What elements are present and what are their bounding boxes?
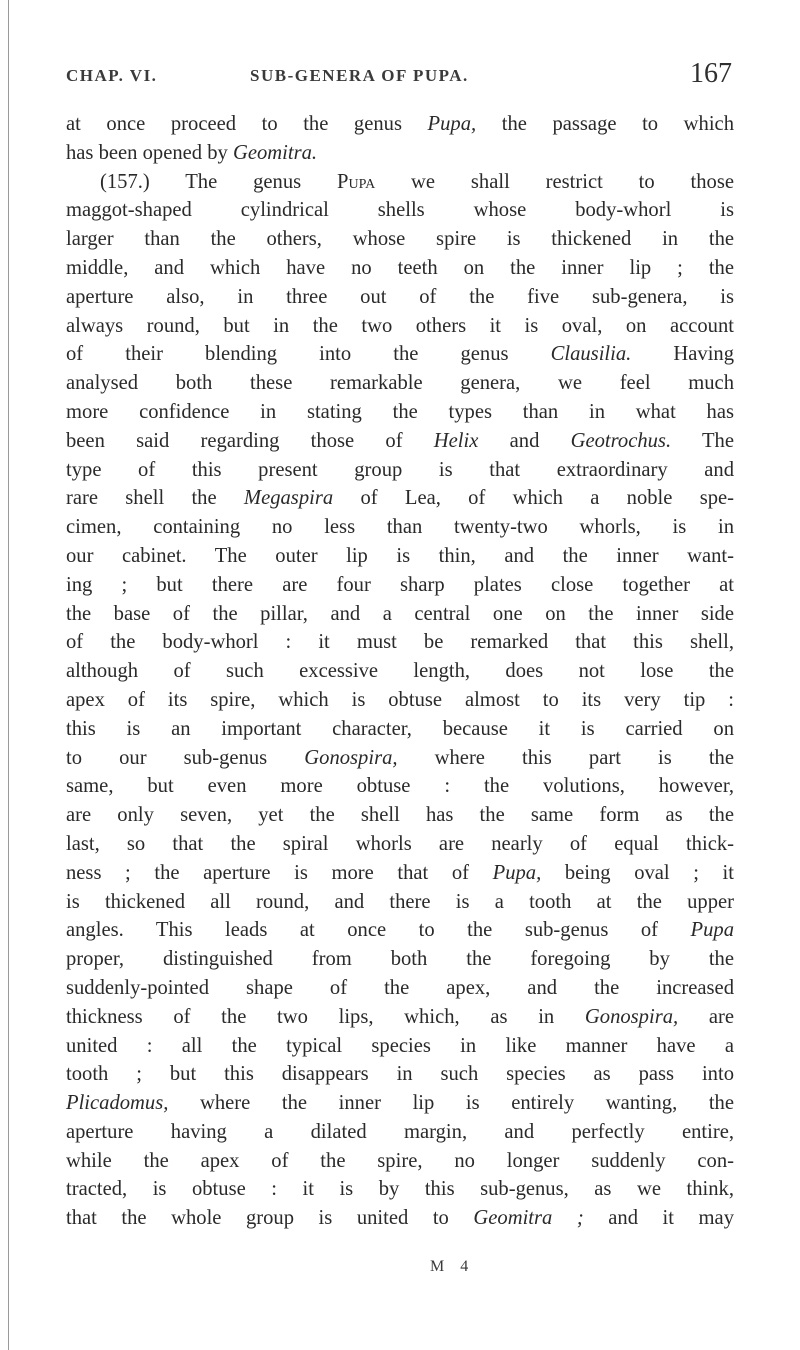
text-segment: Gonospira, — [584, 1005, 679, 1028]
text-line — [66, 225, 734, 254]
text-line — [66, 340, 734, 369]
page-number: 167 — [690, 58, 732, 89]
text-line — [66, 196, 734, 225]
text-line — [66, 427, 734, 456]
text-segment: has been opened by — [66, 141, 233, 164]
text-segment: analysed both these remarkable genera, we feel much — [66, 372, 734, 395]
text-segment: united : all the typical species in like manner have a — [66, 1034, 734, 1057]
text-segment: are — [678, 1005, 734, 1028]
text-line — [66, 1003, 734, 1032]
text-segment: Pupa — [690, 919, 734, 942]
text-segment: rare shell the — [66, 487, 244, 510]
text-line — [66, 600, 734, 629]
text-line — [66, 398, 734, 427]
text-segment: the base of the pillar, and a central one on the inner side — [66, 602, 734, 625]
text-segment: Gonospira, — [304, 746, 398, 769]
text-segment: angles. This leads at once to the sub-genus of — [66, 919, 691, 942]
text-segment: ness ; the aperture is more that of — [66, 861, 493, 884]
text-segment: aperture having a dilated margin, and perfectly entire, — [66, 1120, 734, 1143]
text-segment: Plicadomus, — [66, 1092, 169, 1115]
text-line — [66, 1204, 734, 1233]
text-line — [66, 744, 734, 773]
text-segment: where the inner lip is entirely wanting, the — [168, 1092, 734, 1115]
text-segment: and it may — [583, 1207, 734, 1230]
text-segment: middle, and which have no teeth on the inner lip ; the — [66, 256, 734, 279]
text-segment: more confidence in stating the types than in what has — [66, 400, 734, 423]
text-segment: maggot-shaped cylindrical shells whose body-whorl is — [66, 199, 734, 222]
text-segment: Megaspira — [243, 487, 334, 510]
text-line — [66, 1089, 734, 1118]
text-line — [66, 139, 734, 168]
text-segment: Having — [631, 343, 735, 366]
text-segment: thickness of the two lips, which, as in — [66, 1005, 585, 1028]
text-segment: we shall restrict to those — [375, 170, 734, 193]
text-segment: Geomitra. — [232, 141, 318, 164]
text-segment: larger than the others, whose spire is thickened in the — [66, 228, 734, 251]
text-line — [66, 369, 734, 398]
body-text — [66, 110, 734, 1233]
text-segment: Helix — [433, 429, 479, 452]
text-line — [66, 1175, 734, 1204]
text-line — [66, 254, 734, 283]
text-line — [66, 571, 734, 600]
text-segment: and — [478, 429, 571, 452]
text-segment: suddenly-pointed shape of the apex, and the increased — [66, 976, 734, 999]
text-line — [66, 772, 734, 801]
text-line — [66, 686, 734, 715]
text-line — [66, 715, 734, 744]
text-segment: of Lea, of which a noble spe- — [333, 487, 735, 510]
text-line — [66, 974, 734, 1003]
text-line — [66, 859, 734, 888]
text-segment: to our sub-genus — [66, 746, 305, 769]
text-line — [66, 657, 734, 686]
text-segment: Pupa, — [492, 861, 542, 884]
text-line — [66, 801, 734, 830]
text-line — [66, 456, 734, 485]
text-segment: at once proceed to the genus — [66, 113, 428, 135]
text-line — [66, 283, 734, 312]
text-line — [66, 628, 734, 657]
text-segment: last, so that the spiral whorls are nearly of equal thick- — [66, 832, 734, 855]
signature-mark: M 4 — [430, 1258, 475, 1275]
text-segment: always round, but in the two others it is oval, on account — [66, 314, 734, 337]
text-line — [66, 1032, 734, 1061]
section-title: SUB-GENERA OF PUPA. — [250, 66, 469, 85]
text-line — [66, 1118, 734, 1147]
text-segment: Pupa, — [427, 113, 477, 135]
text-line — [66, 110, 734, 139]
text-segment: while the apex of the spire, no longer suddenly con- — [66, 1149, 734, 1172]
text-segment: been said regarding those of — [66, 429, 434, 452]
text-line — [66, 1147, 734, 1176]
text-segment: same, but even more obtuse : the volutions, however, — [66, 775, 734, 798]
text-line — [66, 168, 734, 197]
text-segment: of their blending into the genus — [66, 343, 551, 366]
text-segment: of the body-whorl : it must be remarked that this shell, — [66, 631, 734, 654]
text-segment: our cabinet. The outer lip is thin, and the inner want- — [66, 544, 734, 567]
text-segment: Clausilia. — [550, 343, 632, 366]
text-segment: is thickened all round, and there is a tooth at the upper — [66, 890, 734, 913]
text-segment: where this part is the — [397, 746, 734, 769]
text-line — [66, 888, 734, 917]
text-segment: Pupa — [337, 170, 376, 193]
text-segment: tooth ; but this disappears in such species as pass into — [66, 1063, 734, 1086]
text-segment: cimen, containing no less than twenty-two whorls, is in — [66, 516, 734, 539]
text-line — [66, 830, 734, 859]
text-segment: this is an important character, because it is carried on — [66, 717, 734, 740]
text-line — [66, 1060, 734, 1089]
text-line — [66, 542, 734, 571]
text-segment: being oval ; it — [541, 861, 734, 884]
text-line — [66, 312, 734, 341]
text-segment: ing ; but there are four sharp plates close together at — [66, 573, 734, 596]
text-segment: although of such excessive length, does not lose the — [66, 660, 734, 683]
text-segment: Geomitra ; — [473, 1207, 584, 1230]
text-segment: type of this present group is that extraordinary and — [66, 458, 734, 481]
text-line — [66, 945, 734, 974]
text-segment: tracted, is obtuse : it is by this sub-genus, as we think, — [66, 1178, 734, 1201]
page-edge-line — [8, 0, 9, 1350]
text-segment: apex of its spire, which is obtuse almost to its very tip : — [66, 688, 734, 711]
text-segment: the passage to which — [476, 113, 734, 135]
running-head — [66, 60, 732, 96]
text-segment: Geotrochus. — [570, 429, 672, 452]
chapter-label: CHAP. VI. — [66, 66, 158, 85]
text-segment: proper, distinguished from both the foregoing by the — [66, 948, 734, 971]
text-segment: (157.) The genus — [100, 170, 337, 193]
text-line — [66, 513, 734, 542]
text-segment: aperture also, in three out of the five sub-genera, is — [66, 285, 734, 308]
text-segment: that the whole group is united to — [66, 1207, 474, 1230]
text-line — [66, 916, 734, 945]
text-segment: are only seven, yet the shell has the same form as the — [66, 804, 734, 827]
text-segment: The — [671, 429, 734, 452]
text-line — [66, 484, 734, 513]
